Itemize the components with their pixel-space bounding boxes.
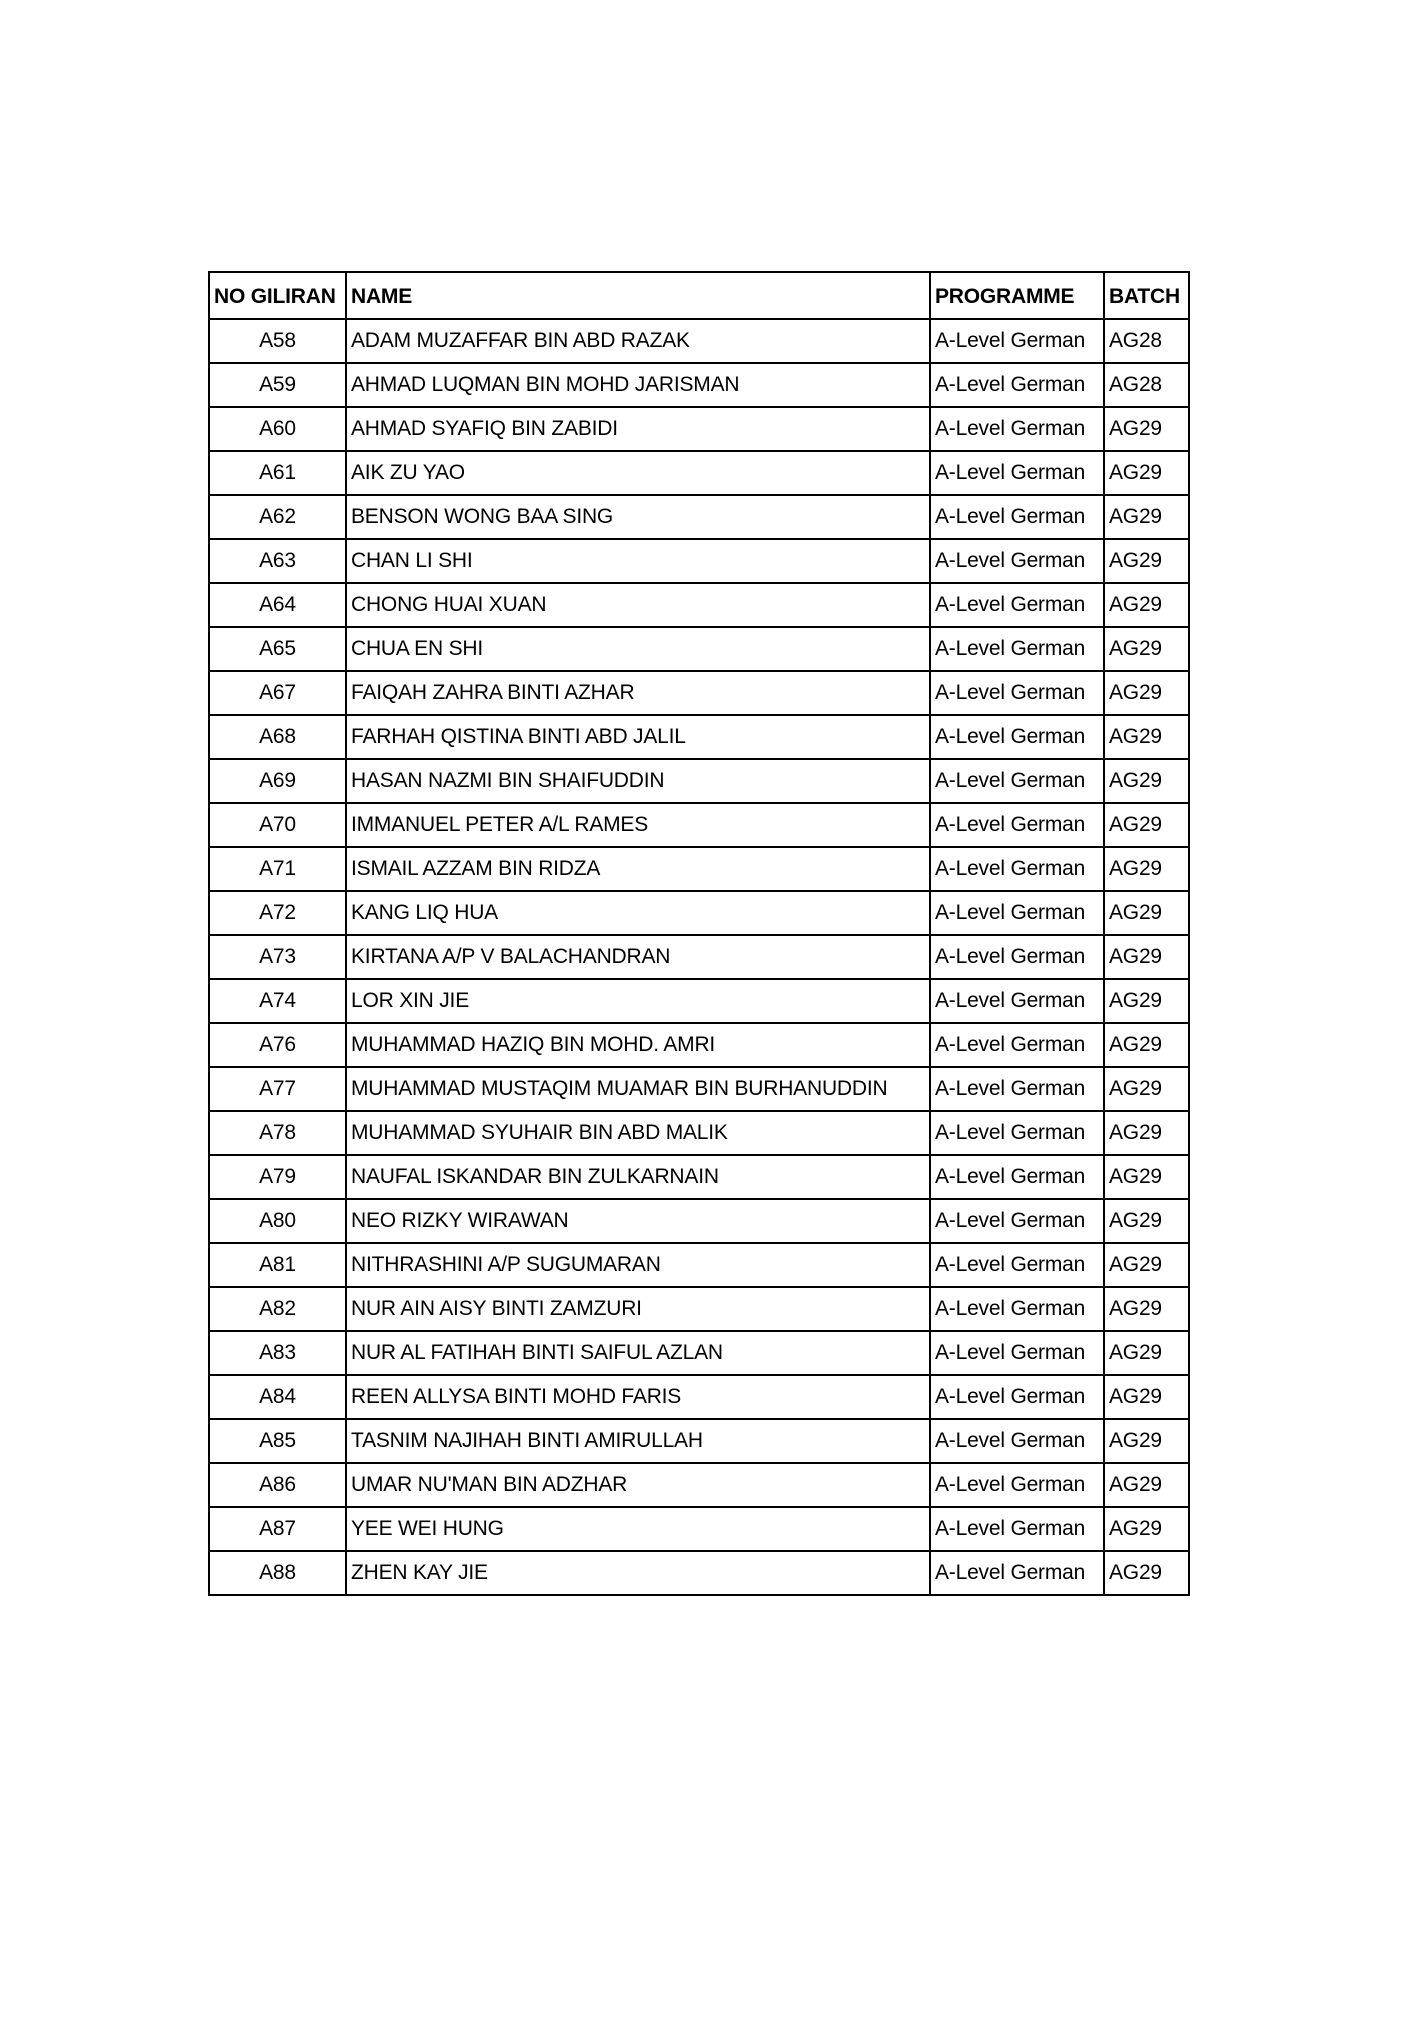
cell-programme: A-Level German [930,1551,1104,1595]
cell-batch: AG29 [1104,979,1189,1023]
cell-programme: A-Level German [930,1507,1104,1551]
table-row [209,1375,1189,1419]
table-row [209,891,1189,935]
cell-no-giliran: A71 [209,847,346,891]
cell-no-giliran: A72 [209,891,346,935]
cell-programme: A-Level German [930,627,1104,671]
cell-name: IMMANUEL PETER A/L RAMES [346,803,930,847]
cell-no-giliran: A62 [209,495,346,539]
table-row [209,583,1189,627]
cell-programme: A-Level German [930,1199,1104,1243]
cell-batch: AG29 [1104,495,1189,539]
cell-no-giliran: A64 [209,583,346,627]
cell-no-giliran: A61 [209,451,346,495]
cell-no-giliran: A69 [209,759,346,803]
cell-no-giliran: A80 [209,1199,346,1243]
cell-batch: AG29 [1104,407,1189,451]
header-programme: PROGRAMME [930,272,1104,319]
cell-programme: A-Level German [930,407,1104,451]
table-row [209,1155,1189,1199]
cell-name: KANG LIQ HUA [346,891,930,935]
cell-programme: A-Level German [930,803,1104,847]
cell-no-giliran: A85 [209,1419,346,1463]
cell-batch: AG29 [1104,451,1189,495]
cell-programme: A-Level German [930,847,1104,891]
cell-no-giliran: A88 [209,1551,346,1595]
cell-batch: AG29 [1104,1199,1189,1243]
cell-no-giliran: A60 [209,407,346,451]
cell-programme: A-Level German [930,715,1104,759]
table-row [209,1023,1189,1067]
table-body [209,319,1189,1595]
table-row [209,671,1189,715]
table-row [209,1067,1189,1111]
table-row [209,759,1189,803]
cell-no-giliran: A77 [209,1067,346,1111]
cell-programme: A-Level German [930,451,1104,495]
header-name: NAME [346,272,930,319]
table-row [209,1419,1189,1463]
cell-name: NITHRASHINI A/P SUGUMARAN [346,1243,930,1287]
cell-programme: A-Level German [930,1243,1104,1287]
cell-batch: AG29 [1104,1419,1189,1463]
cell-no-giliran: A76 [209,1023,346,1067]
cell-no-giliran: A78 [209,1111,346,1155]
cell-batch: AG29 [1104,1287,1189,1331]
cell-batch: AG29 [1104,1155,1189,1199]
cell-name: HASAN NAZMI BIN SHAIFUDDIN [346,759,930,803]
cell-programme: A-Level German [930,495,1104,539]
cell-name: CHONG HUAI XUAN [346,583,930,627]
table-row [209,1463,1189,1507]
cell-name: AIK ZU YAO [346,451,930,495]
table-row [209,1243,1189,1287]
cell-programme: A-Level German [930,539,1104,583]
cell-batch: AG29 [1104,1507,1189,1551]
table-row [209,1199,1189,1243]
cell-batch: AG29 [1104,759,1189,803]
cell-programme: A-Level German [930,891,1104,935]
cell-name: NUR AL FATIHAH BINTI SAIFUL AZLAN [346,1331,930,1375]
cell-batch: AG29 [1104,671,1189,715]
cell-name: AHMAD SYAFIQ BIN ZABIDI [346,407,930,451]
cell-name: NAUFAL ISKANDAR BIN ZULKARNAIN [346,1155,930,1199]
cell-no-giliran: A84 [209,1375,346,1419]
table-row [209,847,1189,891]
cell-batch: AG29 [1104,847,1189,891]
cell-name: MUHAMMAD MUSTAQIM MUAMAR BIN BURHANUDDIN [346,1067,930,1111]
cell-batch: AG29 [1104,935,1189,979]
cell-batch: AG29 [1104,803,1189,847]
cell-no-giliran: A70 [209,803,346,847]
cell-no-giliran: A82 [209,1287,346,1331]
cell-batch: AG29 [1104,1551,1189,1595]
cell-name: ADAM MUZAFFAR BIN ABD RAZAK [346,319,930,363]
table-row [209,495,1189,539]
cell-programme: A-Level German [930,1023,1104,1067]
cell-no-giliran: A83 [209,1331,346,1375]
cell-programme: A-Level German [930,1155,1104,1199]
cell-programme: A-Level German [930,363,1104,407]
cell-batch: AG29 [1104,583,1189,627]
table-row [209,1331,1189,1375]
candidate-table [208,271,1190,1596]
cell-no-giliran: A81 [209,1243,346,1287]
cell-name: MUHAMMAD SYUHAIR BIN ABD MALIK [346,1111,930,1155]
cell-name: ZHEN KAY JIE [346,1551,930,1595]
cell-no-giliran: A73 [209,935,346,979]
table-header-row [209,272,1189,319]
cell-name: NEO RIZKY WIRAWAN [346,1199,930,1243]
table-row [209,715,1189,759]
table-row [209,539,1189,583]
cell-programme: A-Level German [930,1331,1104,1375]
cell-name: CHAN LI SHI [346,539,930,583]
cell-batch: AG29 [1104,1331,1189,1375]
cell-name: YEE WEI HUNG [346,1507,930,1551]
cell-name: FAIQAH ZAHRA BINTI AZHAR [346,671,930,715]
cell-no-giliran: A65 [209,627,346,671]
cell-no-giliran: A59 [209,363,346,407]
cell-name: BENSON WONG BAA SING [346,495,930,539]
cell-programme: A-Level German [930,935,1104,979]
cell-programme: A-Level German [930,1375,1104,1419]
table-row [209,1111,1189,1155]
cell-batch: AG29 [1104,1067,1189,1111]
table-row [209,363,1189,407]
table-row [209,451,1189,495]
cell-no-giliran: A58 [209,319,346,363]
cell-programme: A-Level German [930,979,1104,1023]
cell-batch: AG29 [1104,1375,1189,1419]
cell-batch: AG29 [1104,1243,1189,1287]
cell-name: NUR AIN AISY BINTI ZAMZURI [346,1287,930,1331]
cell-batch: AG29 [1104,627,1189,671]
cell-name: KIRTANA A/P V BALACHANDRAN [346,935,930,979]
cell-batch: AG29 [1104,1463,1189,1507]
cell-name: MUHAMMAD HAZIQ BIN MOHD. AMRI [346,1023,930,1067]
cell-batch: AG28 [1104,319,1189,363]
cell-name: FARHAH QISTINA BINTI ABD JALIL [346,715,930,759]
cell-batch: AG29 [1104,539,1189,583]
cell-no-giliran: A67 [209,671,346,715]
table-row [209,627,1189,671]
cell-programme: A-Level German [930,1067,1104,1111]
table-row [209,1507,1189,1551]
table-row [209,979,1189,1023]
cell-batch: AG29 [1104,1023,1189,1067]
cell-programme: A-Level German [930,583,1104,627]
table-row [209,1551,1189,1595]
table-row [209,935,1189,979]
cell-no-giliran: A63 [209,539,346,583]
cell-programme: A-Level German [930,759,1104,803]
cell-programme: A-Level German [930,1463,1104,1507]
cell-no-giliran: A87 [209,1507,346,1551]
cell-programme: A-Level German [930,1287,1104,1331]
cell-no-giliran: A86 [209,1463,346,1507]
cell-programme: A-Level German [930,1419,1104,1463]
cell-no-giliran: A68 [209,715,346,759]
table-row [209,407,1189,451]
cell-batch: AG29 [1104,715,1189,759]
table-row [209,1287,1189,1331]
cell-name: ISMAIL AZZAM BIN RIDZA [346,847,930,891]
cell-name: LOR XIN JIE [346,979,930,1023]
cell-no-giliran: A79 [209,1155,346,1199]
cell-batch: AG29 [1104,891,1189,935]
cell-name: TASNIM NAJIHAH BINTI AMIRULLAH [346,1419,930,1463]
cell-name: CHUA EN SHI [346,627,930,671]
cell-no-giliran: A74 [209,979,346,1023]
cell-programme: A-Level German [930,1111,1104,1155]
cell-name: REEN ALLYSA BINTI MOHD FARIS [346,1375,930,1419]
cell-name: AHMAD LUQMAN BIN MOHD JARISMAN [346,363,930,407]
table-row [209,803,1189,847]
header-batch: BATCH [1104,272,1189,319]
cell-programme: A-Level German [930,319,1104,363]
cell-batch: AG29 [1104,1111,1189,1155]
table-row [209,319,1189,363]
cell-batch: AG28 [1104,363,1189,407]
cell-programme: A-Level German [930,671,1104,715]
cell-name: UMAR NU'MAN BIN ADZHAR [346,1463,930,1507]
header-no-giliran: NO GILIRAN [209,272,346,319]
